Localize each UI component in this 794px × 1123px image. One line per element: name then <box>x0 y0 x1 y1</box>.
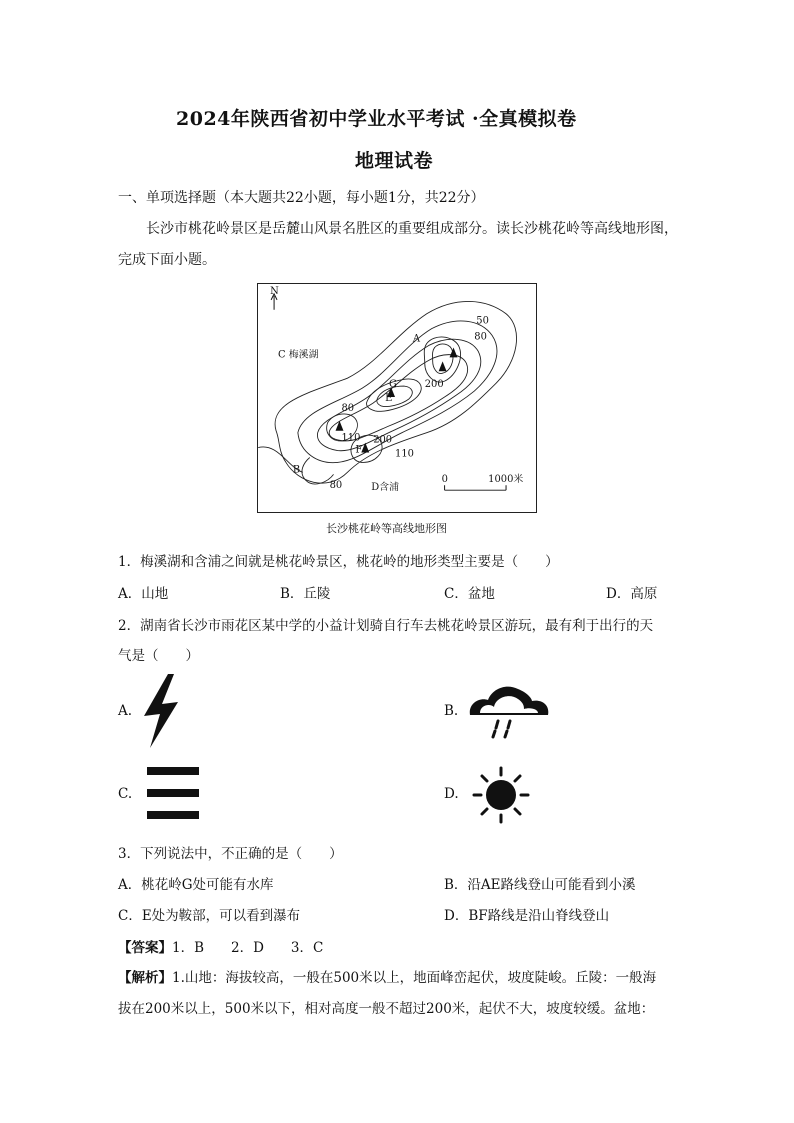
contour-label-80-c: 80 <box>329 480 343 492</box>
map-caption: 长沙桃花岭等高线地形图 <box>326 522 447 535</box>
q1-stem: 1．梅溪湖和含浦之间就是桃花岭景区，桃花岭的地形类型主要是（ ） <box>118 554 559 570</box>
intro-line-1: 长沙市桃花岭景区是岳麓山风景名胜区的重要组成部分。读长沙桃花岭等高线地形图， <box>146 221 678 237</box>
sun-icon <box>472 766 530 824</box>
intro-line-2: 完成下面小题。 <box>118 252 216 268</box>
contour-label-200-b: 200 <box>373 434 393 446</box>
contour-label-50: 50 <box>476 315 489 327</box>
map-label-c: C 梅溪湖 <box>278 349 319 361</box>
analysis-tag: 【解析】 <box>118 970 172 986</box>
map-label-f: F <box>355 444 363 456</box>
map-label-b: B <box>292 464 301 476</box>
q2-option-a: A. <box>118 703 133 719</box>
q2-option-d: D. <box>444 786 459 802</box>
analysis-line-2: 拔在200米以上，500米以下，相对高度一般不超过200米，起伏不大，坡度较缓。盆地： <box>118 1001 655 1017</box>
map-label-d: D含浦 <box>371 482 399 494</box>
rain-cloud-icon <box>466 683 552 739</box>
contour-label-110-a: 110 <box>341 432 361 444</box>
q3-option-b: B．沿AE路线登山可能看到小溪 <box>444 877 636 893</box>
q2-option-b: B. <box>444 703 459 719</box>
q3-option-a: A．桃花岭G处可能有水库 <box>118 877 274 893</box>
q1-option-c: C．盆地 <box>444 586 495 602</box>
section-heading: 一、单项选择题（本大题共22小题，每小题1分，共22分） <box>118 190 485 206</box>
answer-text: 1．B 2．D 3．C <box>172 940 324 956</box>
contour-label-80-b: 80 <box>341 402 355 414</box>
map-label-e: E <box>385 392 393 404</box>
q2-stem-line-1: 2．湖南省长沙市雨花区某中学的小益计划骑自行车去桃花岭景区游玩，最有利于出行的天 <box>118 618 654 634</box>
q1-option-d: D．高原 <box>606 586 658 602</box>
page-title: 2024年陕西省初中学业水平考试 ·全真模拟卷 <box>176 108 577 130</box>
contour-map <box>257 283 537 513</box>
map-label-g: G <box>389 379 397 391</box>
map-label-a: A <box>412 333 421 345</box>
q3-option-c: C．E处为鞍部，可以看到瀑布 <box>118 908 301 924</box>
q3-stem: 3．下列说法中，不正确的是（ ） <box>118 846 343 862</box>
scale-zero: 0 <box>441 474 448 486</box>
q2-stem-line-2: 气是（ ） <box>118 648 199 664</box>
answer-line <box>118 936 323 956</box>
answer-tag: 【答案】 <box>118 940 172 956</box>
contour-label-110-b: 110 <box>395 448 414 460</box>
north-arrow-label: N <box>270 285 279 297</box>
analysis-text-1: 1.山地：海拔较高，一般在500米以上，地面峰峦起伏，坡度陡峻。丘陵：一般海 <box>172 970 657 986</box>
contour-label-200-a: 200 <box>424 379 444 391</box>
q2-option-c: C. <box>118 786 133 802</box>
page-subtitle: 地理试卷 <box>355 150 434 172</box>
lightning-icon <box>140 674 182 748</box>
fog-icon <box>147 767 199 821</box>
q1-option-b: B．丘陵 <box>280 586 331 602</box>
q3-option-d: D．BF路线是沿山脊线登山 <box>444 908 610 924</box>
q1-option-a: A．山地 <box>118 586 169 602</box>
contour-map-drawing <box>258 284 536 512</box>
contour-label-80-a: 80 <box>474 331 487 343</box>
scale-end: 1000米 <box>488 474 524 486</box>
analysis-line-1 <box>118 966 656 986</box>
